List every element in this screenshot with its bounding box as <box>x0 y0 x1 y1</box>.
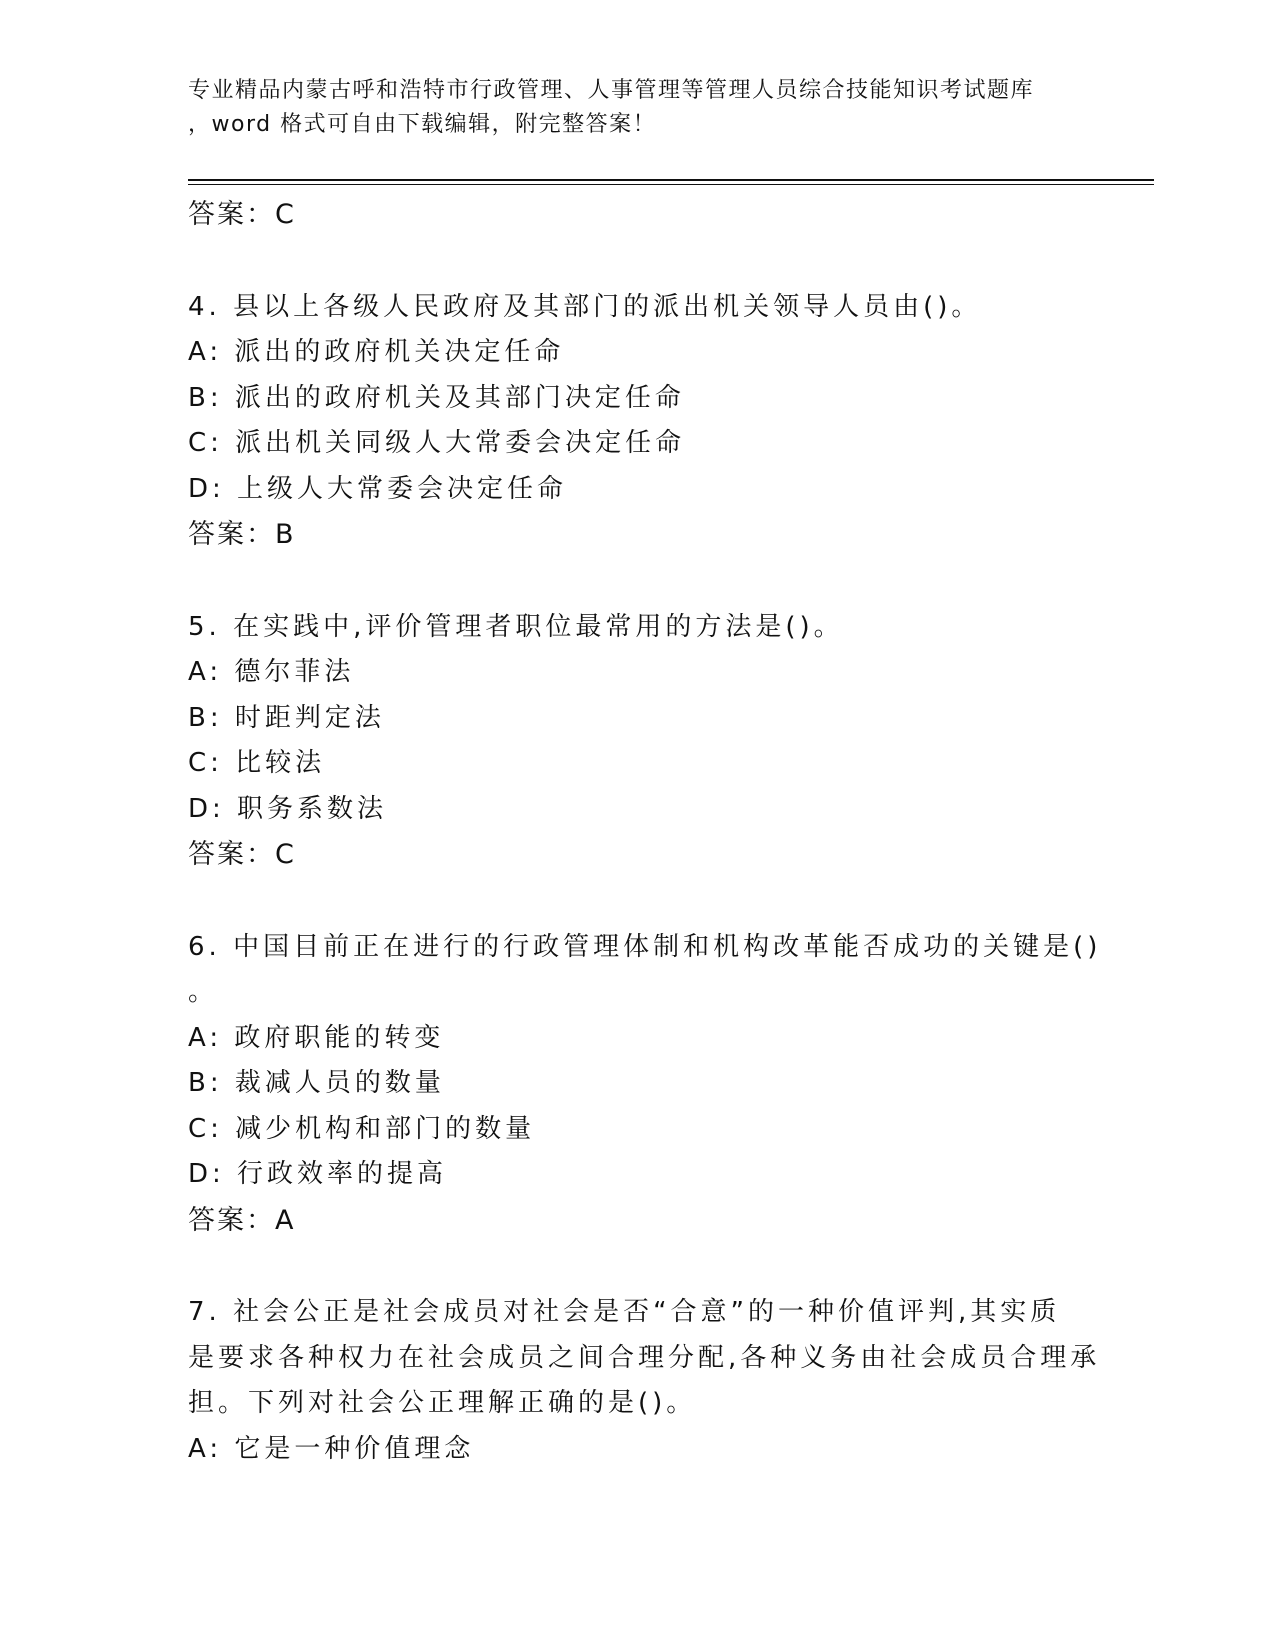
question-6-option-a: A: 政府职能的转变 <box>188 1022 445 1053</box>
question-4-option-c: C: 派出机关同级人大常委会决定任命 <box>188 428 686 458</box>
question-5-answer: 答案：C <box>188 839 296 870</box>
question-6-option-c: C: 减少机构和部门的数量 <box>188 1113 536 1144</box>
question-5-option-c: C: 比较法 <box>188 748 326 778</box>
question-4 <box>188 285 1088 558</box>
question-6-answer: 答案：A <box>188 1204 296 1236</box>
spacer <box>188 878 1088 925</box>
question-4-option-d: D: 上级人大常委会决定任命 <box>188 473 568 504</box>
question-6-option-d: D: 行政效率的提高 <box>188 1159 448 1189</box>
question-6-stem-line-2: 。 <box>188 977 219 1007</box>
header-line-1: 专业精品内蒙古呼和浩特市行政管理、人事管理等管理人员综合技能知识考试题库 <box>188 78 1035 103</box>
question-6-stem-line-1: 6. 中国目前正在进行的行政管理体制和机构改革能否成功的关键是() <box>188 931 1102 962</box>
question-4-answer: 答案：B <box>188 519 296 550</box>
question-4-stem: 4. 县以上各级人民政府及其部门的派出机关领导人员由()。 <box>188 291 982 322</box>
question-7-option-a: A: 它是一种价值理念 <box>188 1433 475 1464</box>
question-6-option-b: B: 裁减人员的数量 <box>188 1068 445 1098</box>
question-4-option-b: B: 派出的政府机关及其部门决定任命 <box>188 382 685 413</box>
answer-prev: 答案：C <box>188 199 296 230</box>
header-divider-thick <box>188 179 1154 181</box>
question-4-option-a: A: 派出的政府机关决定任命 <box>188 337 565 367</box>
spacer <box>188 238 1088 285</box>
question-5-stem: 5. 在实践中,评价管理者职位最常用的方法是()。 <box>188 611 844 642</box>
question-5-option-d: D: 职务系数法 <box>188 793 388 824</box>
question-7-stem-line-1: 7. 社会公正是社会成员对社会是否“合意”的一种价值评判,其实质 <box>188 1297 1061 1327</box>
question-list <box>188 192 1102 1472</box>
spacer <box>188 558 1088 605</box>
question-6 <box>188 925 1102 1244</box>
question-5 <box>188 605 1088 878</box>
spacer <box>188 1243 1088 1290</box>
question-7-stem-line-3: 担。下列对社会公正理解正确的是()。 <box>188 1388 697 1418</box>
header-line-2: ，word 格式可自由下载编辑，附完整答案！ <box>188 112 657 137</box>
question-5-option-a: A: 德尔菲法 <box>188 657 355 687</box>
question-5-option-b: B: 时距判定法 <box>188 702 385 733</box>
document-header <box>188 74 1088 142</box>
header-divider-thin <box>188 184 1154 185</box>
question-7 <box>188 1290 1101 1472</box>
question-7-stem-line-2: 是要求各种权力在社会成员之间合理分配,各种义务由社会成员合理承 <box>188 1342 1101 1373</box>
